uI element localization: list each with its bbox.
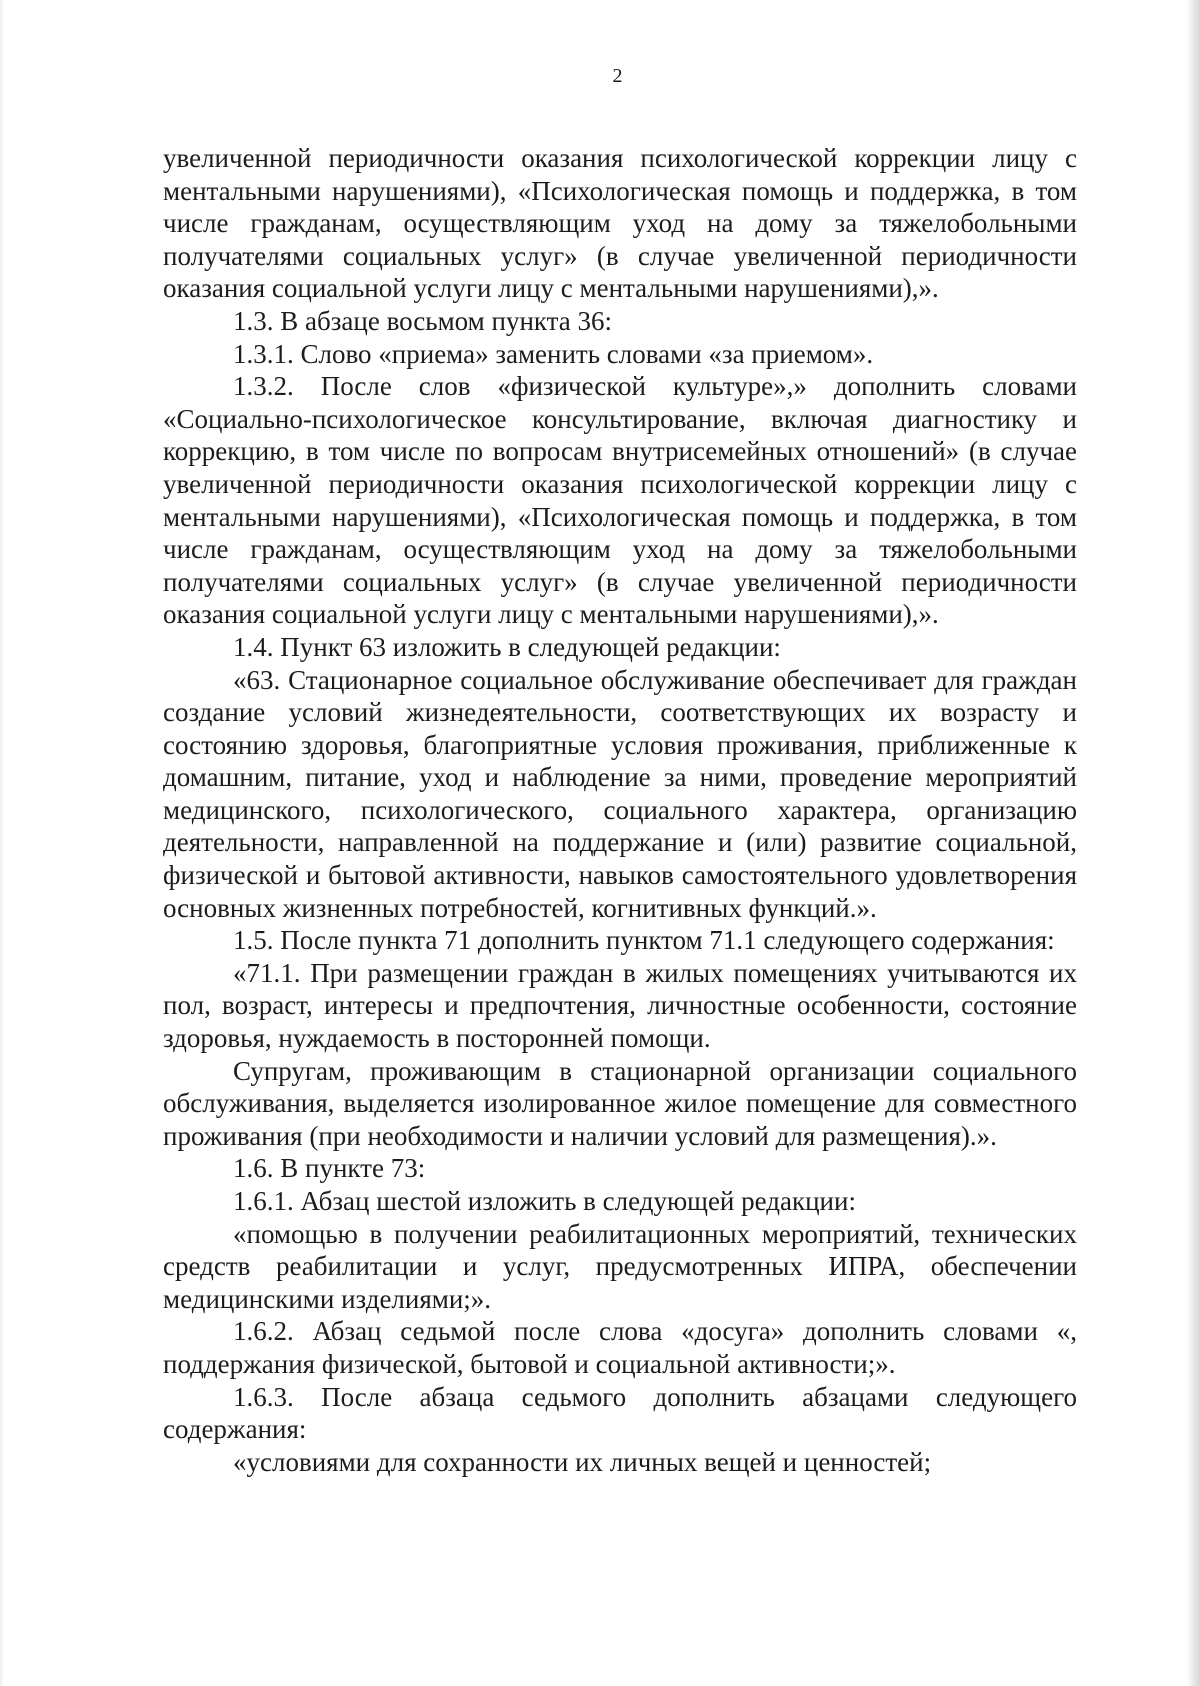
paragraph-spouses: Супругам, проживающим в стационарной организации социального обслуживания, выделяется изолированное жилое помещение для совместного проживания (при необходимости и наличии условий для размещения).».: [163, 1055, 1077, 1151]
paragraph-continuation: увеличенной периодичности оказания психологической коррекции лицу с ментальными нарушениями), «Психологическая помощь и поддержка, в том числе гражданам, осуществляющим уход на дому за тяжелобольными получателями социальных услуг» (в случае увеличенной периодичности оказания социальной услуги лицу с ментальными нарушениями),».: [163, 143, 1077, 304]
scan-left-edge: [0, 0, 4, 1686]
paragraph-1-5: 1.5. После пункта 71 дополнить пунктом 71.1 следующего содержания:: [233, 925, 1055, 956]
paragraph-1-3-2: 1.3.2. После слов «физической культуре»,» дополнить словами «Социально-психологическое консультирование, включая диагностику и коррекцию, в том числе по вопросам внутрисемейных отношений» (в случае увеличенной периодичности оказания психологической коррекции лицу с ментальными нарушениями), «Психологическая помощь и поддержка, в том числе гражданам, осуществляющим уход на дому за тяжелобольными получателями социальных услуг» (в случае увеличенной периодичности оказания социальной услуги лицу с ментальными нарушениями),».: [163, 371, 1077, 630]
scan-right-edge: [1186, 0, 1200, 1686]
paragraph-1-3: 1.3. В абзаце восьмом пункта 36:: [233, 305, 613, 336]
paragraph-1-6-2: 1.6.2. Абзац седьмой после слова «досуга» дополнить словами «, поддержания физической, бытовой и социальной активности;».: [163, 1316, 1077, 1379]
paragraph-assistance: «помощью в получении реабилитационных мероприятий, технических средств реабилитации и услуг, предусмотренных ИПРА, обеспечении медицинскими изделиями;».: [163, 1218, 1077, 1314]
paragraph-1-6-3: 1.6.3. После абзаца седьмого дополнить абзацами следующего содержания:: [163, 1381, 1077, 1445]
paragraph-71-1: «71.1. При размещении граждан в жилых помещениях учитываются их пол, возраст, интересы и предпочтения, личностные особенности, состояние здоровья, нуждаемость в посторонней помощи.: [163, 957, 1077, 1054]
paragraph-63: «63. Стационарное социальное обслуживание обеспечивает для граждан создание условий жизнедеятельности, соответствующих их возрасту и состоянию здоровья, благоприятные условия проживания, приближенные к домашним, питание, уход и наблюдение за ними, проведение мероприятий медицинского, психологического, социального характера, организацию деятельности, направленной на поддержание и (или) развитие социальной, физической и бытовой активности, навыков самостоятельного удовлетворения основных жизненных потребностей, когнитивных функций.».: [163, 664, 1077, 923]
paragraph-1-6-1: 1.6.1. Абзац шестой изложить в следующей редакции:: [233, 1186, 856, 1216]
document-body: [163, 142, 1077, 1478]
paragraph-conditions: «условиями для сохранности их личных вещей и ценностей;: [233, 1446, 932, 1477]
page-number: 2: [612, 65, 623, 87]
paragraph-1-4: 1.4. Пункт 63 изложить в следующей редакции:: [233, 631, 781, 662]
paragraph-1-6: 1.6. В пункте 73:: [233, 1153, 426, 1184]
paragraph-1-3-1: 1.3.1. Слово «приема» заменить словами «за приемом».: [233, 338, 874, 369]
